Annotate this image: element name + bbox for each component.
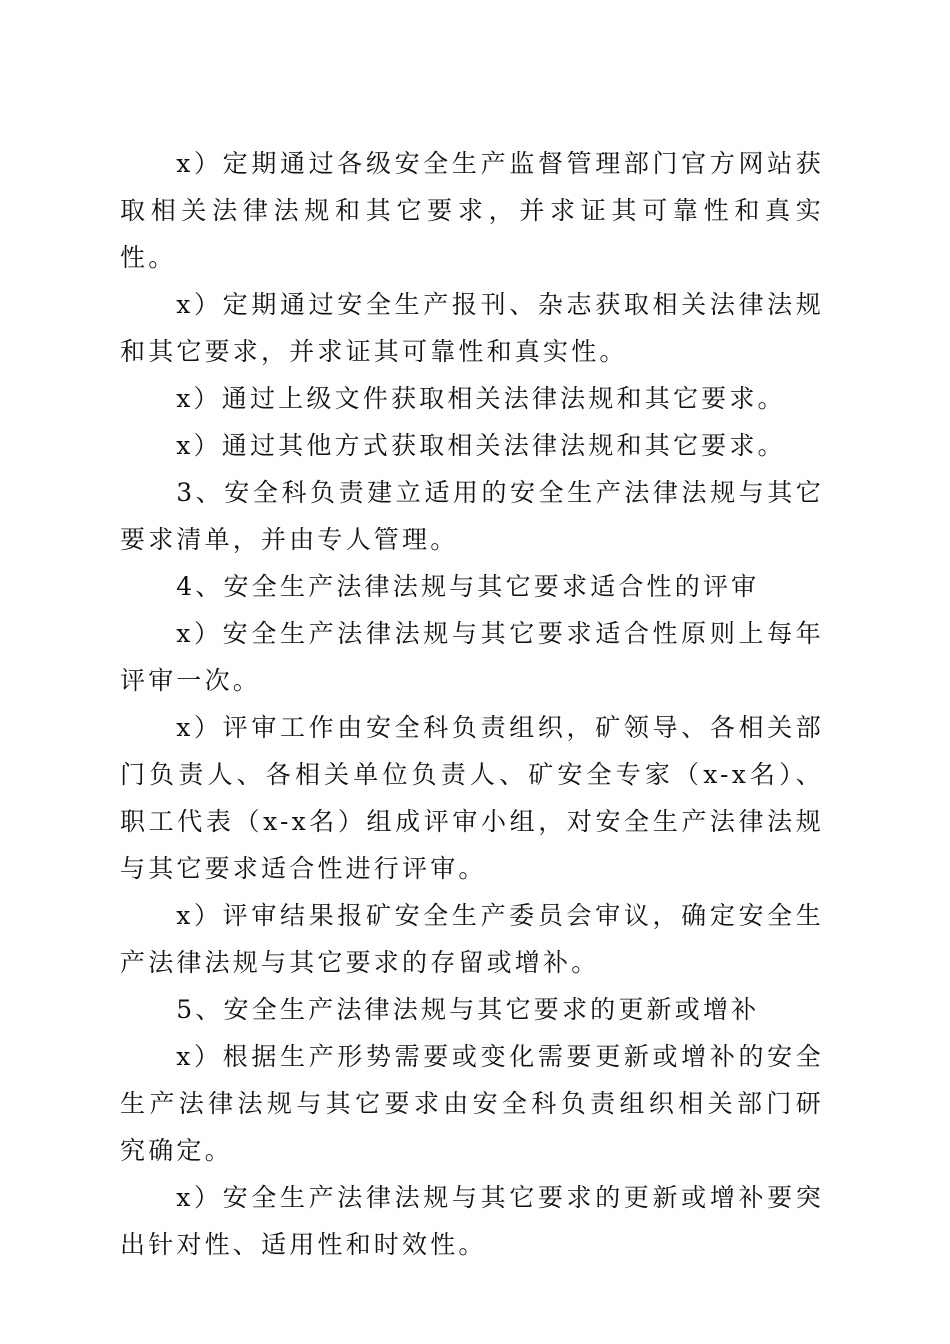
paragraph-update-decision: x）根据生产形势需要或变化需要更新或增补的安全生产法律法规与其它要求由安全科负责组织相关部门研究确定。 [120,1042,824,1165]
paragraph-superior-documents: x）通过上级文件获取相关法律法规和其它要求。 [176,384,786,413]
paragraph-update-focus: x）安全生产法律法规与其它要求的更新或增补要突出针对性、适用性和时效性。 [120,1183,824,1259]
paragraph-section-3-inventory: 3、安全科负责建立适用的安全生产法律法规与其它要求清单，并由专人管理。 [120,478,824,554]
section-heading-4-review: 4、安全生产法律法规与其它要求适合性的评审 [176,572,760,601]
paragraph-review-team: x）评审工作由安全科负责组织，矿领导、各相关部门负责人、各相关单位负责人、矿安全专家（x-x名）、职工代表（x-x名）组成评审小组，对安全生产法律法规与其它要求适合性进行评审。 [120,713,824,883]
paragraph-newspapers-magazines: x）定期通过安全生产报刊、杂志获取相关法律法规和其它要求，并求证其可靠性和真实性。 [120,290,824,366]
section-heading-5-update: 5、安全生产法律法规与其它要求的更新或增补 [176,995,760,1024]
paragraph-official-websites: x）定期通过各级安全生产监督管理部门官方网站获取相关法律法规和其它要求，并求证其可靠性和真实性。 [120,149,824,272]
paragraph-annual-review: x）安全生产法律法规与其它要求适合性原则上每年评审一次。 [120,619,824,695]
paragraph-other-methods: x）通过其他方式获取相关法律法规和其它要求。 [176,431,786,460]
paragraph-review-results: x）评审结果报矿安全生产委员会审议，确定安全生产法律法规与其它要求的存留或增补。 [120,901,824,977]
document-body [120,140,824,1268]
